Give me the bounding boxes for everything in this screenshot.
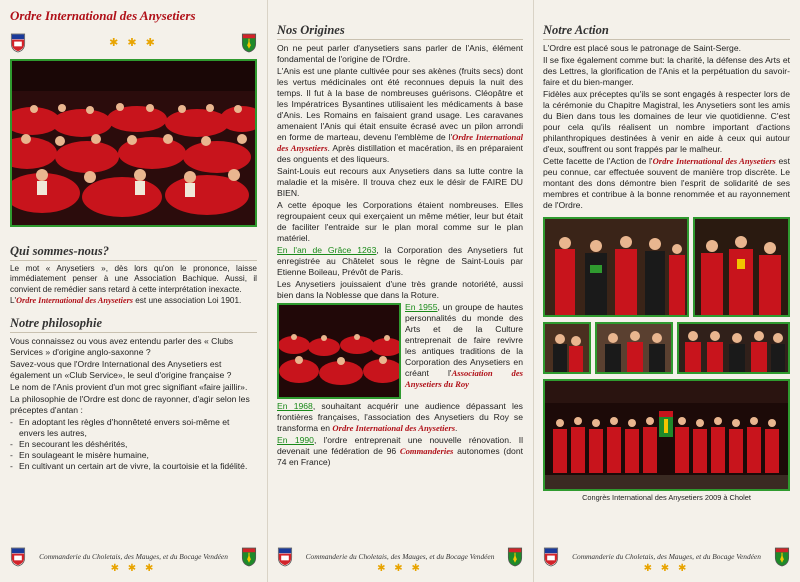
photo-row-2 [543,322,790,374]
coat-of-arms-green-icon [241,33,257,53]
origines-text-1990-end: autonomes (dont 74 en France) [277,446,523,467]
action-text-a: Cette facette de l'Action de l' [543,156,653,166]
members-photo-image [695,219,788,315]
section-heading-qui: Qui sommes-nous? [10,243,257,261]
footer-stars: ✱ ✱ ✱ [377,563,423,575]
photo-row-1 [543,217,790,317]
brochure-title: Ordre International des Anysetiers [10,8,196,23]
congress-photo-image [545,381,788,489]
qui-association [10,296,257,307]
qui-suffix: est une association Loi 1901. [132,296,242,306]
congress-caption: Congrès International des Anysetiers 2009 à Cholet [582,493,751,502]
event-photo-1-image [545,324,589,372]
action-paragraph-2: Il se fixe également comme but: la charité, la défense des Arts et des Lettres, la glorification de l'Anis et la perpétuation du savoir-faire et du bien-manger. [543,55,790,87]
action-text-b: est peu connue, car effectuée souvent de manière trop discrète. Le montant des dons démontre bien l'esprit de solidarité de ses membres et contribue à la bonne renommée et au rayonnement de l'Ordre. [543,156,790,210]
list-item: - En soulageant le misère humaine, [10,450,257,461]
list-item: - En adoptant les règles d'honnêteté envers soi-même et envers les autres, [10,417,257,439]
origines-text-b: . Après distillation et macération, ils en préparaient des onguents et des liqueurs. [277,143,523,164]
origines-text-1968: , souhaitant acquérir une audience dépassant les frontières françaises, l'association des Anysetiers du Roy se transforma en [277,401,523,433]
origines-paragraph-5 [277,245,523,278]
qui-prefix: L' [10,296,17,306]
origines-text-1263: , la Corporation des Anysetiers fut enregistrée au Châtelet sous le règne de Saint-Louis par Etienne Boileau, Prévôt de Paris. [277,245,523,277]
date-1968: En 1968 [277,401,313,411]
footer-right [543,547,790,576]
congress-photo [543,379,790,491]
origines-text-1955: , un groupe de hautes personnalités du monde des Arts et de la Culture entreprenait de faire revivre les antiques traditions de la Corporation des Anysetiers en créant l' [405,302,523,378]
qui-text: Le mot « Anysetiers », dès lors qu'on le prononce, laisse immédiatement penser à une Association Bachique. Aussi, il convient de remédier sans retard à cette interprétation inexacte. [10,263,257,294]
ceremony-photo-image [279,305,399,397]
origines-paragraph-6: Les Anysetiers jouissaient d'une très grande notoriété, aussi bien dans la Noblesse que dans la Roture. [277,279,523,300]
origines-text-1990: , l'ordre entreprenait une nouvelle rénovation. Il devenait une fédération de 96 [277,435,523,456]
origines-paragraph-9 [277,435,523,468]
coat-of-arms-green-icon [507,547,523,567]
origines-paragraph-8 [277,401,523,434]
footer-stars: ✱ ✱ ✱ [110,563,157,575]
section-heading-action: Notre Action [543,22,790,40]
origines-paragraph-2 [277,66,523,165]
panel-right [533,0,800,582]
action-paragraph-1: L'Ordre est placé sous le patronage de Saint-Serge. [543,43,741,53]
commanderie-footer: Commanderie du Choletais, des Mauges, et du Bocage Vendéen [572,552,761,562]
officials-photo [543,217,689,317]
commanderie-footer: Commanderie du Choletais, des Mauges, et du Bocage Vendéen [39,552,228,562]
commanderies-name: Commanderies [399,446,454,456]
precepts-list [10,417,257,472]
action-paragraph-3: Fidèles aux préceptes qu'ils se sont engagés à respecter lors de la cérémonie du Chapitre Magistral, les Anysetiers sont les amis du Bien dans tous les domaines de leur vie quotidienne. C'est pour cela qu'ils réalisent un nombre important d'actions philanthropiques destinées à venir en aide à ceux qui autour d'eux, souffrent ou sont frappés par le malheur. [543,89,790,154]
coat-of-arms-blue-icon [543,547,559,567]
ordre-name: Ordre International des Anysetiers [16,296,133,306]
ceremony-photo [277,303,401,399]
date-1990: En 1990 [277,435,314,445]
event-photo-3 [677,322,790,374]
section-heading-origines: Nos Origines [277,22,523,40]
action-paragraph-4 [543,156,790,211]
ordre-name: Ordre International des Anysetiers [332,423,456,433]
event-photo-2-image [597,324,671,372]
gold-stars: ✱ ✱ ✱ [109,36,158,49]
footer-stars: ✱ ✱ ✱ [643,563,690,575]
list-item: - En secourant les déshérités, [10,439,257,450]
philo-paragraph-4: La philosophie de l'Ordre est donc de rayonner, d'agir selon les préceptes d'antan : [10,393,250,415]
origines-text-a: L'Anis est une plante cultivée pour ses akènes (fruits secs) dont les vertus médicinales ont été reconnues depuis la nuit des temps. Il fut à la base de nombreuses guérisons. Cléopâtre et les Impératrices Bysantines utilisaient les médicaments à base d'Anis. Les Romains en faisaient grand usage. Les caravanes amenaient l'Anis qui était ensuite écrasé avec un pilon arrondi en forme de marteau, devenu l'emblème de l' [277,66,523,142]
origines-photo-block [277,302,523,401]
ordre-name: Ordre International des Anysetiers [652,156,776,166]
panel-middle [267,0,533,582]
date-1955: En 1955 [405,302,438,312]
panel-left [0,0,267,582]
list-item: - En cultivant un certain art de vivre, la courtoisie et la fidélité. [10,461,257,472]
event-photo-1 [543,322,591,374]
section-heading-philosophie: Notre philosophie [10,315,257,333]
origines-paragraph-1: On ne peut parler d'anysetiers sans parler de l'Anis, élément fondamental de l'origine de l'Ordre. [277,43,523,64]
origines-paragraph-3: Saint-Louis eut recours aux Anysetiers dans sa lutte contre la maladie et la misère. Il trouva chez eux le désir de FAIRE DU BIEN. [277,166,523,198]
members-photo [693,217,790,317]
footer-middle [277,547,523,576]
coat-of-arms-green-icon [241,547,257,567]
coat-of-arms-blue-icon [277,547,293,567]
philo-paragraph-1: Vous connaissez ou vous avez entendu parler des « Clubs Services » d'origine anglo-saxonne ? [10,335,234,357]
ordre-name: Ordre International des Anysetiers [277,132,524,153]
coat-of-arms-blue-icon [10,33,26,53]
assembly-photo-image [12,61,255,225]
coat-of-arms-blue-icon [10,547,26,567]
officials-photo-image [545,219,687,315]
coat-of-arms-green-icon [774,547,790,567]
commanderie-footer: Commanderie du Choletais, des Mauges, et du Bocage Vendéen [305,552,495,562]
origines-paragraph-4: A cette époque les Corporations étaient nombreuses. Elles regroupaient ceux qui exerçaient un même métier, leur but était de faciliter l'entraide sur le plan moral comme sur le plan matériel. [277,200,523,243]
title-crests-row [10,33,257,53]
philo-paragraph-2: Savez-vous que l'Ordre International des Anysetiers est également un «Club Service», le seul d'origine française ? [10,358,232,380]
event-photo-3-image [679,324,788,372]
event-photo-2 [595,322,673,374]
footer-left [10,547,257,576]
assembly-photo [10,59,257,227]
association-name: Association des Anysetiers du Roy [405,368,523,389]
origines-text-1968-end: . [455,423,458,433]
philo-paragraph-3: Le nom de l'Anis provient d'un mot grec signifiant «faire jaillir». [10,381,248,392]
date-1263: En l'an de Grâce 1263 [277,245,377,255]
